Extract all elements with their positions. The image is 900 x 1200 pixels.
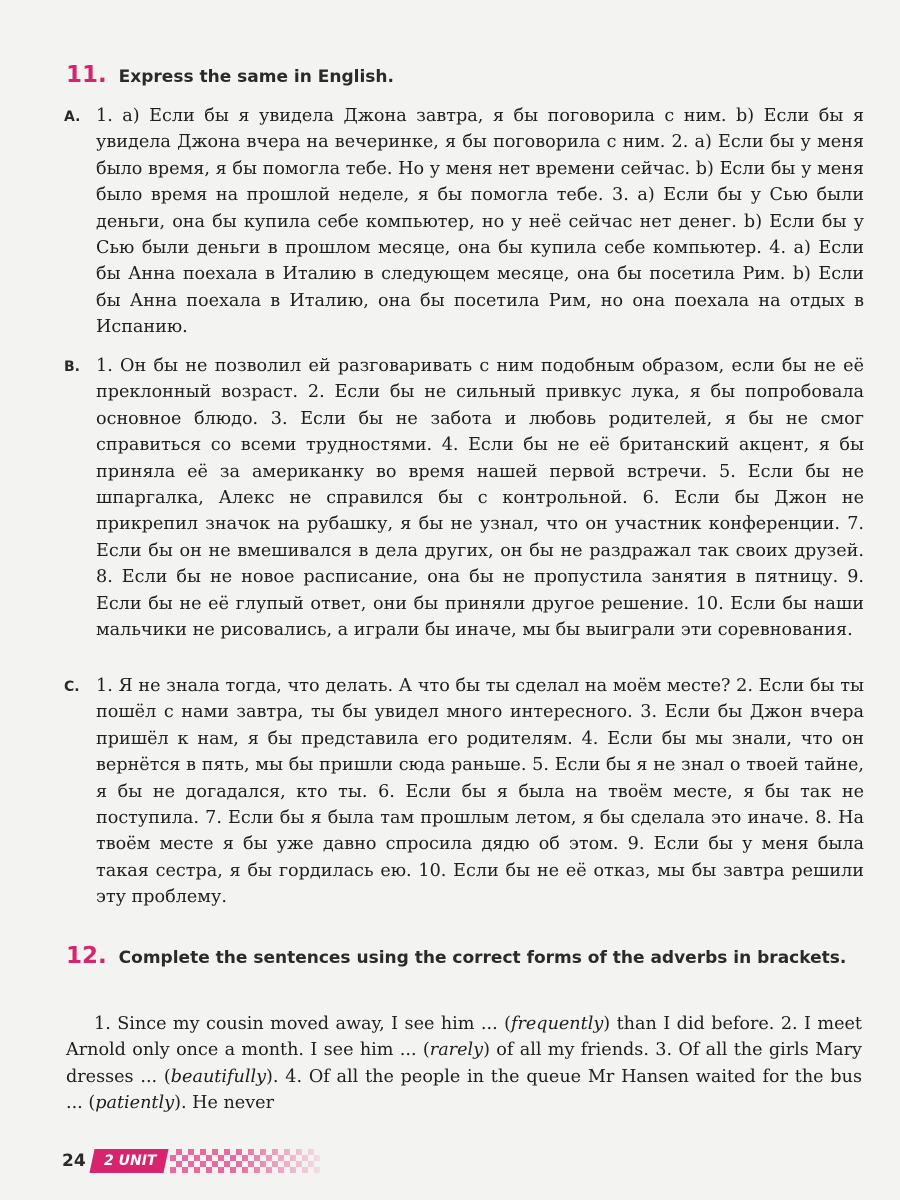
section-c-label: C. (64, 679, 80, 695)
exercise-11-title: Express the same in English. (118, 67, 394, 87)
unit-label: 2 UNIT (103, 1153, 157, 1169)
ex12-text-part: 1. Since my cousin moved away, I see him ... ( (94, 1014, 511, 1034)
ex12-adverb-beautifully: beautifully (170, 1066, 267, 1087)
unit-badge (89, 1149, 169, 1173)
ex12-text-part: ) of all my friends. 3. Of all the girls Mary dresses ... ( (66, 1040, 862, 1087)
exercise-11-section-c (64, 673, 864, 911)
exercise-11-header (66, 62, 866, 88)
exercise-12-header (66, 944, 862, 971)
exercise-11-section-b (64, 353, 864, 643)
ex12-adverb-patiently: patiently (95, 1093, 175, 1114)
section-b-label: B. (64, 359, 80, 375)
exercise-11-number: 11. (66, 62, 107, 88)
section-a-text: 1. a) Если бы я увидела Джона завтра, я бы поговорила с ним. b) Если бы я увидела Джона вчера на вечеринке, я бы поговорила с ним. 2. a) Если бы у меня было время, я бы помогла тебе. Но у меня нет времени сейчас. b) Если бы у меня было время на прошлой неделе, я бы помогла тебе. 3. a) Если бы у Сью были деньги, она бы купила себе компьютер, но у неё сейчас нет денег. b) Если бы у Сью были деньги в прошлом месяце, она бы купила себе компьютер. 4. a) Если бы Анна поехала в Италию в следующем месяце, она бы посетила Рим. b) Если бы Анна поехала в Италию, она бы посетила Рим, но она поехала на отдых в Испанию. (96, 106, 864, 338)
section-c-text: 1. Я не знала тогда, что делать. А что бы ты сделал на моём месте? 2. Если бы ты пошёл с нами завтра, ты бы увидел много интересного. 3. Если бы Джон вчера пришёл к нам, я бы представила его родителям. 4. Если бы мы знали, что он вернётся в пять, мы бы пришли сюда раньше. 5. Если бы я не знал о твоей тайне, я бы не догадался, кто ты. 6. Если бы я была на твоём месте, я бы так не поступила. 7. Если бы я была там прошлым летом, я бы сделала это иначе. 8. На твоём месте я бы уже давно спросила дядю об этом. 9. Если бы у меня была такая сестра, я бы гордилась ею. 10. Если бы не её отказ, мы бы завтра решили эту проблему. (96, 676, 864, 908)
section-a-label: A. (64, 109, 81, 125)
ex12-text-part: ). 4. Of all the people in the queue Mr Hansen waited for the bus ... ( (66, 1066, 862, 1114)
exercise-12-number: 12. (66, 943, 107, 969)
checkered-decoration (170, 1149, 320, 1173)
ex12-text-part: ) than I did before. 2. I meet Arnold only once a month. I see him ... ( (66, 1014, 862, 1061)
ex12-text-part: ). He never (174, 1093, 274, 1114)
exercise-12-title: Complete the sentences using the correct forms of the adverbs in brackets. (118, 948, 847, 968)
section-b-text: 1. Он бы не позволил ей разговаривать с ним подобным образом, если бы не её преклонный возраст. 2. Если бы не сильный привкус лука, я бы попробовала основное блюдо. 3. Если бы не забота и любовь родителей, я бы не смог справиться со всеми трудностями. 4. Если бы не её британский акцент, я бы приняла её за американку во время нашей первой встречи. 5. Если бы не шпаргалка, Алекс не справился бы с контрольной. 6. Если бы Джон не прикрепил значок на рубашку, я бы не узнал, что он участник конференции. 7. Если бы он не вмешивался в дела других, он бы не раздражал так своих друзей. 8. Если бы не новое расписание, она бы не пропустила занятия в пятницу. 9. Если бы не её глупый ответ, они бы приняли другое решение. 10. Если бы наши мальчики не рисовались, а играли бы иначе, мы бы выиграли эти соревнования. (96, 356, 864, 641)
page-footer (62, 1148, 320, 1174)
ex12-adverb-frequently: frequently (510, 1014, 604, 1034)
exercise-11-section-a (64, 103, 864, 341)
ex12-adverb-rarely: rarely (429, 1040, 484, 1061)
exercise-12-body (66, 1011, 862, 1117)
page-number: 24 (62, 1151, 86, 1171)
